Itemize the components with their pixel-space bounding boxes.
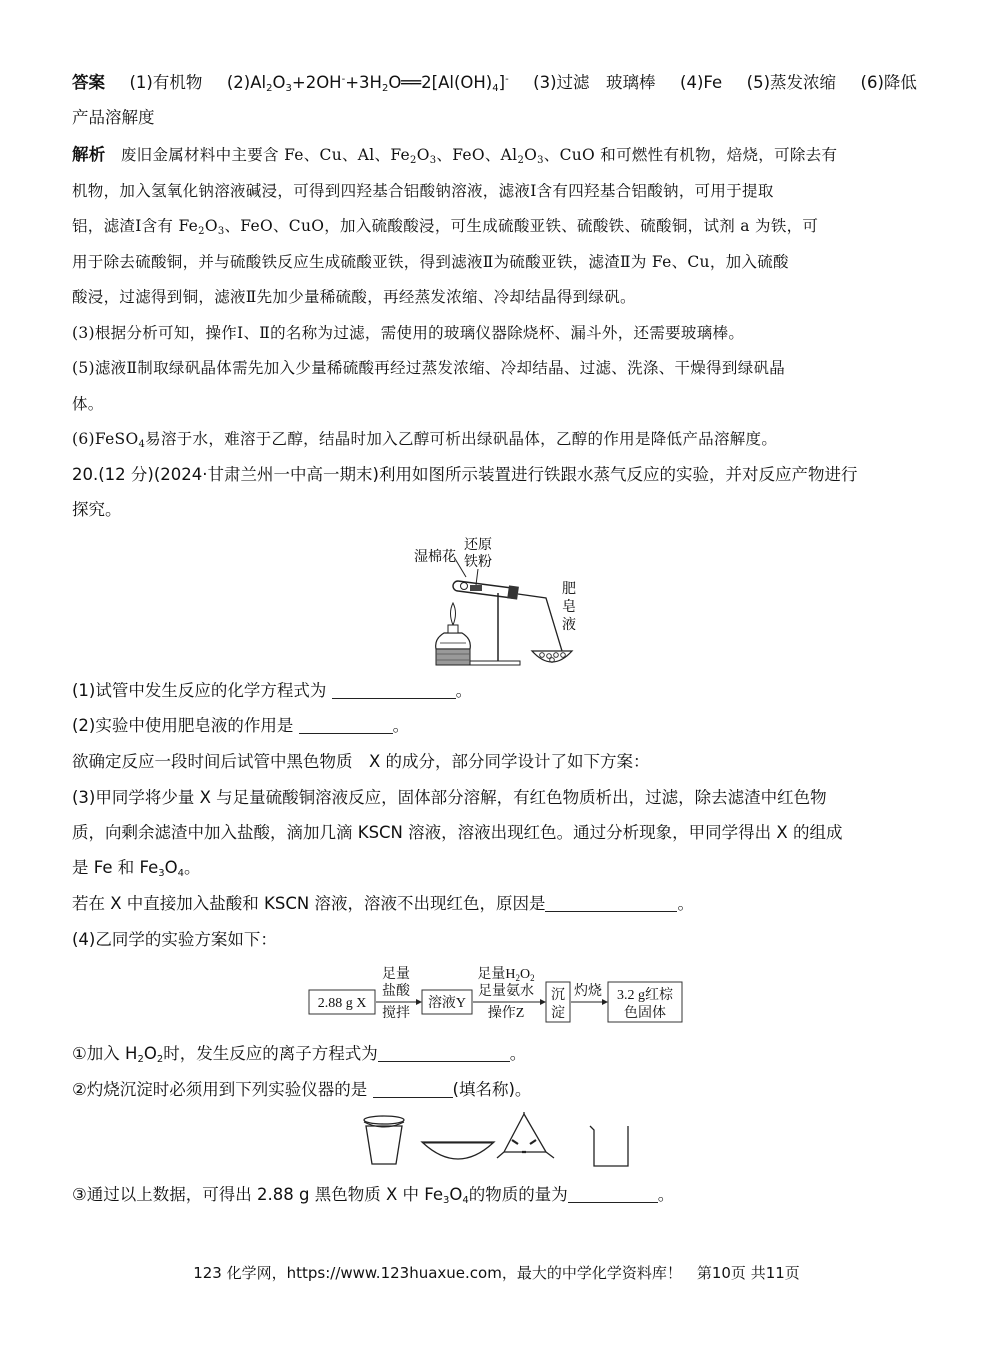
analysis-line-5: 酸浸，过滤得到铜，滤液Ⅱ先加少量稀硫酸，再经蒸发浓缩、冷却结晶得到绿矾。 xyxy=(72,288,636,306)
analysis-line-8: 体。 xyxy=(72,395,104,413)
answer-blank-3[interactable] xyxy=(545,893,677,912)
beaker-icon xyxy=(590,1126,628,1166)
answer-part-2: $(2)Al_2O_3+2OH^-+3H_2O══2[Al(OH)_4]^-$ xyxy=(226,73,509,94)
q20-line-1: 20.(12 分)(2024·甘肃兰州一中高一期末)利用如图所示装置进行铁跟水蒸气反应的实验，并对反应产物进行 xyxy=(72,465,858,484)
flow-step3: 灼烧 xyxy=(574,984,602,999)
analysis-line-7: (5)滤液Ⅱ制取绿矾晶体需先加入少量稀硫酸再经过蒸发浓缩、冷却结晶、过滤、洗涤、干燥得到绿矾晶 xyxy=(72,359,786,377)
instrument-options xyxy=(352,1112,642,1174)
flow-step1-a: 足量 xyxy=(382,967,410,982)
flow-step2-a: 足量$H_2O_2$ xyxy=(477,967,535,983)
stand-base xyxy=(470,661,520,665)
test-tube xyxy=(453,581,519,600)
iron-steam-apparatus-figure xyxy=(400,533,600,671)
label-iron-powder-a: 还原 xyxy=(464,538,492,553)
leader-line-iron xyxy=(476,569,478,585)
label-iron-powder-b: 铁粉 xyxy=(464,555,492,570)
q20-q3-line-3: 是 Fe 和 $Fe_3O_4$。 xyxy=(72,858,201,879)
answer-part-4: (4)Fe xyxy=(680,73,723,92)
q20-q3-line-4: 若在 X 中直接加入盐酸和 KSCN 溶液，溶液不出现红色，原因是 。 xyxy=(72,894,694,913)
flow-step2-b: 足量氨水 xyxy=(478,984,534,999)
q20-intro: 欲确定反应一段时间后试管中黑色物质 X 的成分，部分同学设计了如下方案： xyxy=(72,752,650,771)
q20-q3-line-1: (3)甲同学将少量 X 与足量硫酸铜溶液反应，固体部分溶解，有红色物质析出，过滤，除去滤渣中红色物 xyxy=(72,788,827,807)
page-footer: 123 化学网，https://www.123huaxue.com，最大的中学化学资料库！ 第10页 共11页 xyxy=(193,1264,800,1282)
analysis-line-2: 机物，加入氢氧化钠溶液碱浸，可得到四羟基合铝酸钠溶液，滤液Ⅰ含有四羟基合铝酸钠，可用于提取 xyxy=(72,182,774,200)
soap-dish xyxy=(532,651,572,662)
q20-sub-2: ②灼烧沉淀时必须用到下列实验仪器的是 (填名称)。 xyxy=(72,1080,532,1099)
q20-q1: (1)试管中发生反应的化学方程式为 。 xyxy=(72,681,473,700)
label-soap-2: 皂 xyxy=(562,600,576,615)
clay-triangle-icon xyxy=(497,1112,554,1158)
analysis-label: 解析 xyxy=(72,145,106,164)
flow-step2-c: 操作Z xyxy=(487,1006,525,1021)
answer-part-1: (1)有机物 xyxy=(129,73,203,92)
flow-step1-b: 盐酸 xyxy=(382,984,410,999)
answer-blank-2[interactable] xyxy=(299,715,393,734)
answer-blank-6[interactable] xyxy=(568,1184,658,1203)
flow-box-precipitate-a: 沉 xyxy=(551,988,565,1003)
crucible-icon xyxy=(364,1116,404,1164)
evaporating-dish-icon xyxy=(422,1142,494,1159)
q20-line-2: 探究。 xyxy=(72,500,122,519)
delivery-tube xyxy=(518,594,562,651)
q20-sub-3: ③通过以上数据，可得出 2.88 g 黑色物质 X 中 $Fe_3O_4$的物质的量为 。 xyxy=(72,1185,675,1206)
analysis-line-6: (3)根据分析可知，操作Ⅰ、Ⅱ的名称为过滤，需使用的玻璃仪器除烧杯、漏斗外，还需要玻璃棒。 xyxy=(72,324,745,342)
answer-blank-1[interactable] xyxy=(332,680,456,699)
flow-box-sample-text: 2.88 g X xyxy=(317,996,367,1011)
q20-q3-line-2: 质，向剩余滤渣中加入盐酸，滴加几滴 KSCN 溶液，溶液出现红色。通过分析现象，甲同学得出 X 的组成 xyxy=(72,823,843,842)
flow-box-product-b: 色固体 xyxy=(624,1006,666,1021)
answer-blank-5[interactable] xyxy=(373,1079,453,1098)
answer-label: 答案 xyxy=(72,73,105,92)
answer-line-2: 产品溶解度 xyxy=(72,108,155,127)
analysis-line-3: 铝，滤渣Ⅰ含有 $Fe_2O_3$、FeO、CuO，加入硫酸酸浸，可生成硫酸亚铁、硫酸铁、硫酸铜，试剂 a 为铁，可 xyxy=(72,217,819,237)
answer-part-6: (6)降低 xyxy=(860,73,917,92)
label-soap-1: 肥 xyxy=(562,582,576,597)
alcohol-lamp xyxy=(436,603,471,649)
wooden-block xyxy=(436,649,470,665)
answer-part-5: (5)蒸发浓缩 xyxy=(746,73,837,92)
flow-box-product-a: 3.2 g红棕 xyxy=(617,988,673,1003)
answer-blank-4[interactable] xyxy=(378,1043,510,1062)
label-soap-3: 液 xyxy=(562,618,576,633)
answer-part-3: (3)过滤 玻璃棒 xyxy=(533,73,656,92)
analysis-line-1: 解析 废旧金属材料中主要含 Fe、Cu、Al、$Fe_2O_3$、FeO、$Al_2O_3$、CuO 和可燃性有机物，焙烧，可除去有 xyxy=(72,145,838,166)
experiment-flow-chart xyxy=(306,962,688,1028)
analysis-line-9: (6)FeSO$_4$易溶于水，难溶于乙醇，结晶时加入乙醇可析出绿矾晶体，乙醇的作用是降低产品溶解度。 xyxy=(72,430,778,450)
analysis-line-4: 用于除去硫酸铜，并与硫酸铁反应生成硫酸亚铁，得到滤液Ⅱ为硫酸亚铁，滤渣Ⅱ为 Fe、Cu，加入硫酸 xyxy=(72,253,789,271)
answer-line-1 xyxy=(72,71,921,95)
q20-q2: (2)实验中使用肥皂液的作用是 。 xyxy=(72,716,410,735)
flow-box-precipitate-b: 淀 xyxy=(551,1006,565,1021)
q20-sub-1: ①加入 $H_2O_2$时，发生反应的离子方程式为 。 xyxy=(72,1044,527,1065)
label-wet-cotton: 湿棉花 xyxy=(414,550,456,565)
flow-step1-c: 搅拌 xyxy=(382,1006,410,1021)
q20-q4: (4)乙同学的实验方案如下： xyxy=(72,930,277,949)
flow-box-solution-text: 溶液Y xyxy=(427,996,467,1011)
